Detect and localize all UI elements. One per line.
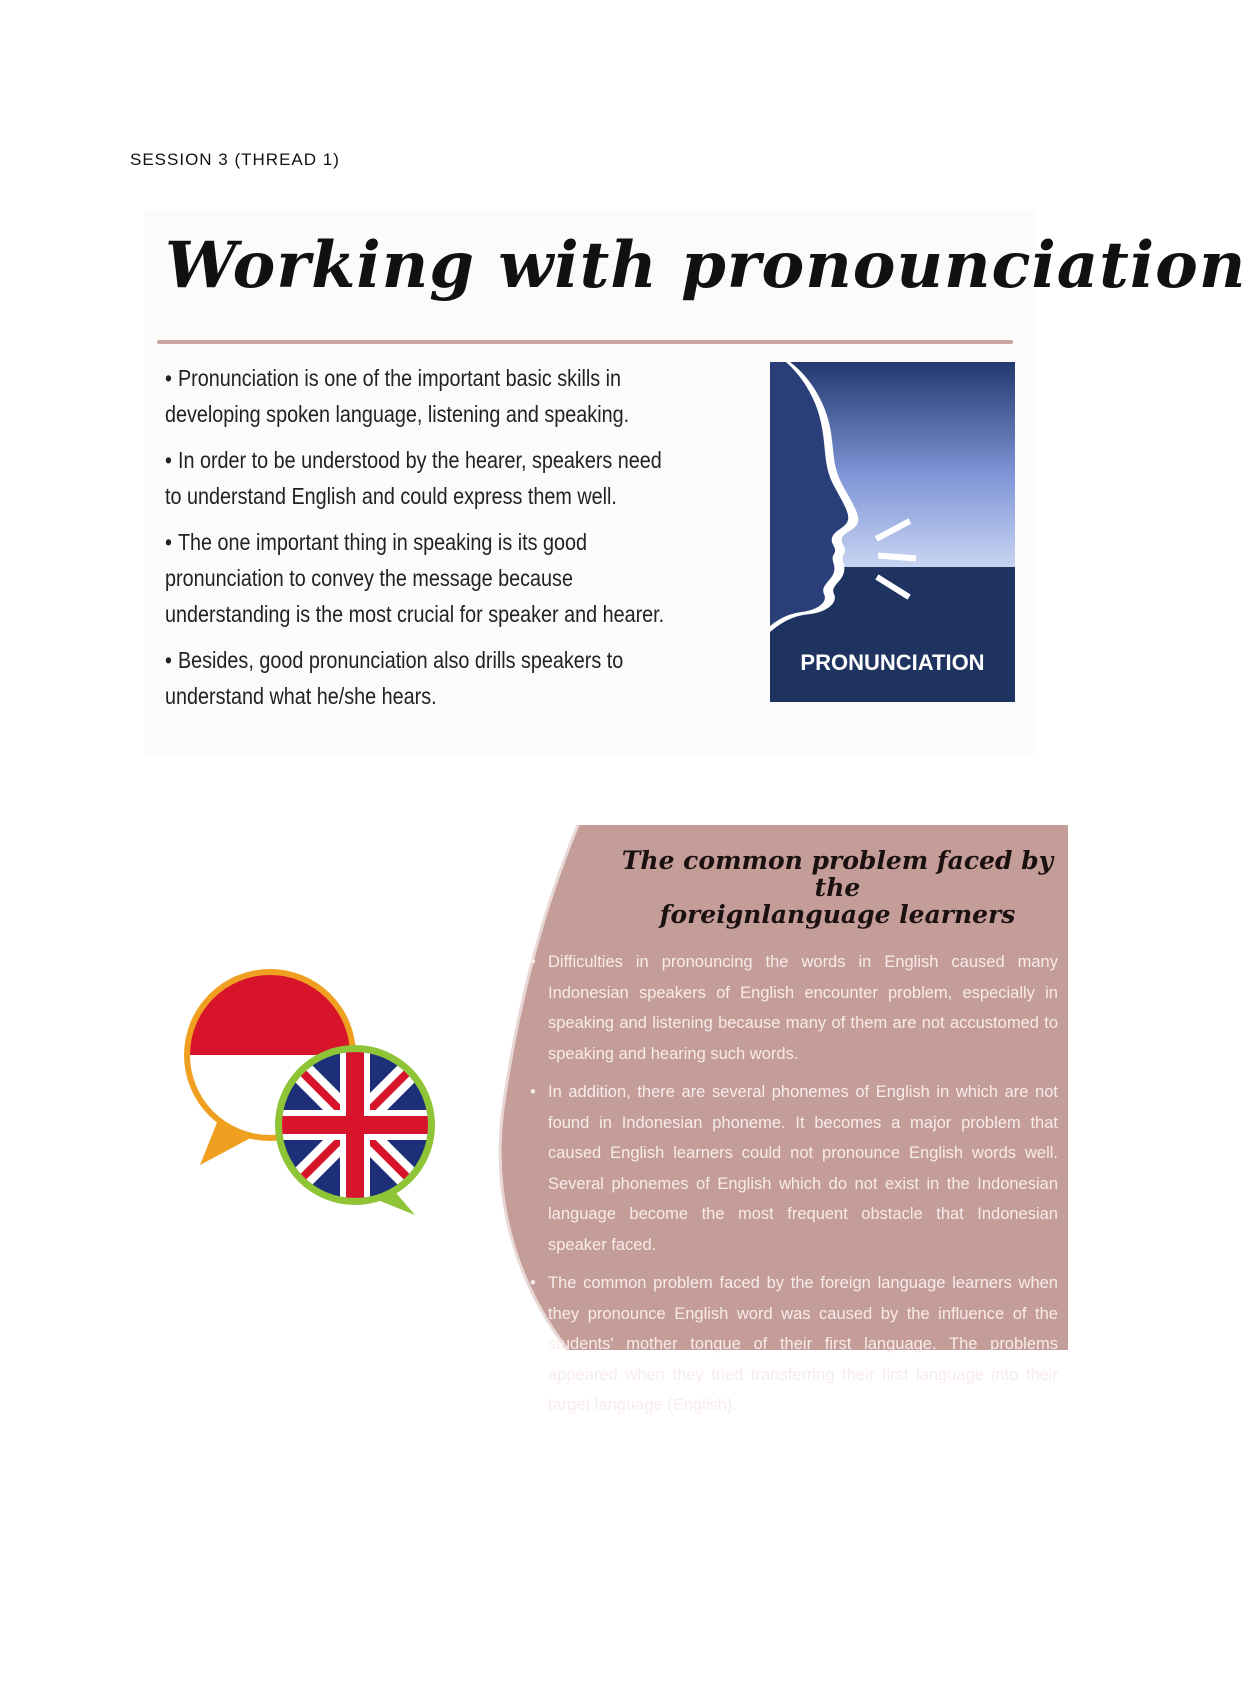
slide1-bullet-3: • The one important thing in speaking is its good pronunciation to convey the message because understanding is the most crucial for speaker and hearer. bbox=[165, 524, 681, 632]
slide1-bullet-1: • Pronunciation is one of the important basic skills in developing spoken language, listening and speaking. bbox=[165, 360, 681, 432]
slide2-bullet-list bbox=[530, 947, 1058, 1429]
slide2-bullet-1: • Difficulties in pronouncing the words in English caused many Indonesian speakers of English encounter problem, especially in speaking and listening because many of them are not accustomed to speaking and hearing such words. bbox=[530, 947, 1058, 1069]
slide2-title-line2: foreignlanguage learners bbox=[659, 900, 1016, 929]
slide2-title-line1: The common problem faced by the bbox=[621, 846, 1054, 902]
session-heading: SESSION 3 (THREAD 1) bbox=[130, 150, 340, 169]
slide-working-with-pronunciation bbox=[145, 210, 1246, 755]
indonesia-uk-flags-icon bbox=[180, 965, 440, 1215]
slide1-bullet-4: • Besides, good pronunciation also drills speakers to understand what he/she hears. bbox=[165, 642, 681, 714]
slide1-bullet-2: • In order to be understood by the hearer, speakers need to understand English and could express them well. bbox=[165, 442, 681, 514]
slide1-title: Working with pronounciation bbox=[165, 228, 1246, 303]
slide2-bullet-2: • In addition, there are several phonemes of English in which are not found in Indonesian phoneme. It becomes a major problem that caused English learners could not pronounce English words well. Several phonemes of English which do not exist in the Indonesian language become the most frequent obstacle that Indonesian speaker faced. bbox=[530, 1077, 1058, 1260]
pronunciation-label: PRONUNCIATION bbox=[800, 650, 985, 675]
slide2-bullet-3: • The common problem faced by the foreign language learners when they pronounce English word was caused by the influence of the students' mother tongue of their first language. The problems appeared when they tried transferring their first language into their target language (English). bbox=[530, 1268, 1058, 1421]
slide-common-problem bbox=[150, 825, 1068, 1414]
slide1-bullet-list bbox=[165, 360, 685, 724]
title-underline bbox=[157, 340, 1013, 344]
slide2-title bbox=[610, 847, 1065, 928]
pronunciation-illustration bbox=[770, 362, 1015, 702]
